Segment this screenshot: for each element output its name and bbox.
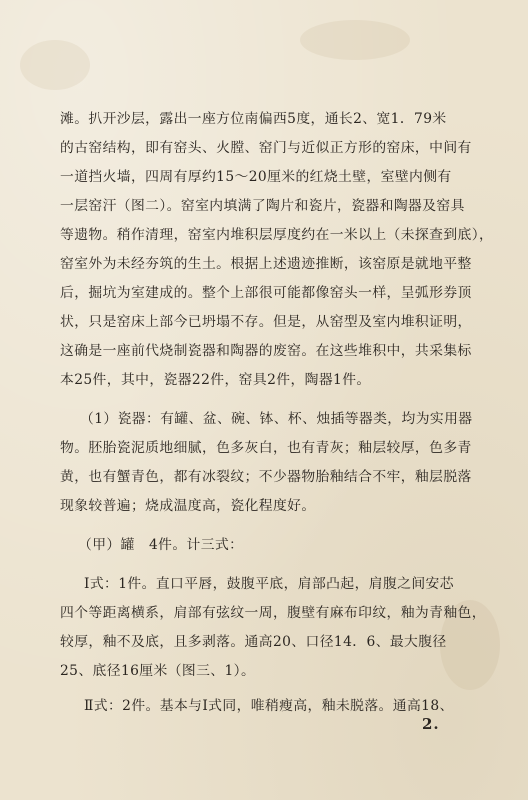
text-line: 黄，也有蟹青色，都有冰裂纹；不少器物胎釉结合不牢，釉层脱落	[60, 469, 472, 485]
paper-stain	[20, 40, 90, 90]
text-line: 物。胚胎瓷泥质地细腻，色多灰白，也有青灰；釉层较厚，色多青	[60, 440, 472, 456]
text-line: Ⅰ式：1件。直口平唇，鼓腹平底，肩部凸起，肩腹之间安芯	[84, 576, 454, 592]
text-line: 本25件，其中，瓷器22件，窑具2件，陶器1件。	[60, 372, 371, 388]
text-line: 状，只是窑床上部今已坍塌不存。但是，从窑型及室内堆积证明，	[60, 314, 472, 330]
text-line: 滩。扒开沙层，露出一座方位南偏西5度，通长2、宽1．79米	[60, 111, 447, 127]
text-line: 25、底径16厘米（图三、1）。	[60, 663, 256, 679]
text-line: （1）瓷器：有罐、盆、碗、钵、杯、烛插等器类，均为实用器	[80, 411, 473, 427]
text-line: 一层窑汗（图二）。窑室内填满了陶片和瓷片，瓷器和陶器及窑具	[60, 198, 465, 214]
text-line: 四个等距离横系，肩部有弦纹一周，腹壁有麻布印纹，釉为青釉色，	[60, 605, 486, 621]
text-line: 较厚，釉不及底，且多剥落。通高20、口径14．6、最大腹径	[60, 634, 447, 650]
text-line: 的古窑结构，即有窑头、火膛、窑门与近似正方形的窑床，中间有	[60, 140, 472, 156]
text-line: 这确是一座前代烧制瓷器和陶器的废窑。在这些堆积中，共采集标	[60, 343, 472, 359]
text-line: 后，掘坑为室建成的。整个上部很可能都像窑头一样，呈弧形券顶	[60, 285, 472, 301]
text-line: 等遗物。稍作清理，窑室内堆积层厚度约在一米以上（未探查到底），	[60, 227, 494, 243]
page-number: 2.	[422, 715, 440, 733]
text-line: 一道挡火墙，四周有厚约15～20厘米的红烧土壁，室壁内侧有	[60, 169, 452, 185]
paper-stain	[300, 20, 410, 60]
text-line: 现象较普遍；烧成温度高，瓷化程度好。	[60, 498, 316, 514]
text-line: Ⅱ式：2件。基本与Ⅰ式同，唯稍瘦高，釉未脱落。通高18、	[84, 698, 454, 714]
text-line: 窑室外为未经夯筑的生土。根据上述遗迹推断，该窑原是就地平整	[60, 256, 472, 272]
text-line: （甲）罐 4件。计三式：	[78, 537, 244, 553]
